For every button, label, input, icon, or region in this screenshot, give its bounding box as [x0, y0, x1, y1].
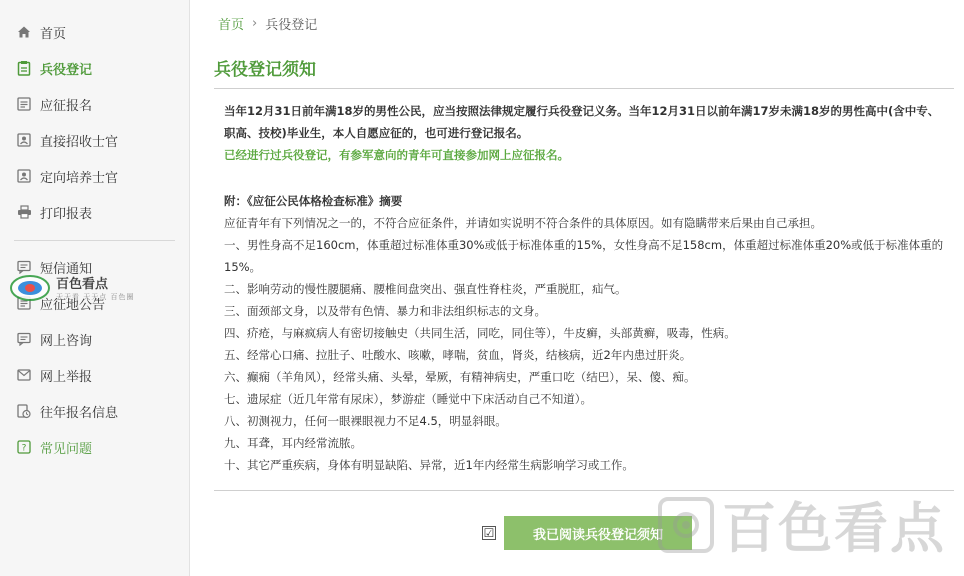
- sidebar-item-label: 网上举报: [40, 369, 93, 385]
- question-icon: [16, 439, 32, 455]
- badge-icon: [16, 168, 32, 184]
- rule-item: 九、耳聋，耳内经常流脓。: [224, 436, 362, 450]
- chat-icon: [16, 331, 32, 347]
- sidebar-item-label: 应征地公告: [40, 297, 106, 313]
- notice-content: [224, 100, 950, 476]
- list-icon: [16, 96, 32, 112]
- breadcrumb: [218, 14, 317, 33]
- sidebar-item-label: 首页: [40, 26, 67, 42]
- spacer: [224, 166, 950, 190]
- confirm-read-button[interactable]: 我已阅读兵役登记须知: [504, 516, 692, 550]
- sidebar-item-past-signup-info[interactable]: [0, 393, 189, 429]
- rule-item: 二、影响劳动的慢性腰腿痛、腰椎间盘突出、强直性脊柱炎，严重脱肛，疝气。: [224, 282, 627, 296]
- sidebar-item-faq[interactable]: [0, 429, 189, 465]
- notice-intro: 当年12月31日前年满18岁的男性公民，应当按照法律规定履行兵役登记义务。当年12月31日以前年满17岁未满18岁的男性高中(含中专、职高、技校)毕业生，本人自愿应征的，也可进行登记报名。: [224, 104, 940, 140]
- watermark-logo-right: [658, 486, 946, 563]
- sidebar-item-label: 网上咨询: [40, 333, 93, 349]
- watermark-camera-icon: [658, 497, 714, 553]
- mail-icon: [16, 367, 32, 383]
- printer-icon: [16, 204, 32, 220]
- sidebar-item-label: 打印报表: [40, 206, 93, 222]
- sidebar-item-home[interactable]: [0, 14, 189, 50]
- rule-item: 四、疥疮，与麻疯病人有密切接触史（共同生活，同吃，同住等），牛皮癣，头部黄癣，吸毒，性病。: [224, 326, 736, 340]
- sidebar-item-enlistment-signup[interactable]: [0, 86, 189, 122]
- title-divider: [214, 88, 954, 89]
- rule-item: 五、经常心口痛、拉肚子、吐酸水、咳嗽，哮喘，贫血，肾炎，结核病，近2年内患过肝炎。: [224, 348, 692, 362]
- sidebar-item-label: 往年报名信息: [40, 405, 119, 421]
- breadcrumb-separator: ›: [252, 16, 258, 31]
- appendix-intro: 应征青年有下列情况之一的，不符合应征条件，并请如实说明不符合条件的具体原因。如有隐瞒带来后果由自己承担。: [224, 216, 822, 230]
- rule-item: 十、其它严重疾病，身体有明显缺陷、异常，近1年内经常生病影响学习或工作。: [224, 458, 634, 472]
- sidebar-item-label: 常见问题: [40, 441, 93, 457]
- sidebar-divider: [14, 240, 175, 241]
- sidebar-item-label: 直接招收士官: [40, 134, 119, 150]
- rule-item: 六、癫痫（羊角风），经常头痛、头晕，晕厥，有精神病史，严重口吃（结巴），呆、傻、痴。: [224, 370, 696, 384]
- sidebar-nav: [0, 0, 189, 230]
- rule-item: 三、面颈部文身，以及带有色情、暴力和非法组织标志的文身。: [224, 304, 546, 318]
- watermark-left-text: [56, 273, 134, 302]
- sidebar-item-label: 定向培养士官: [40, 170, 119, 186]
- sidebar-item-online-consult[interactable]: [0, 321, 189, 357]
- svg-text:?: ?: [21, 443, 27, 454]
- home-icon: [16, 24, 32, 40]
- page-title: 兵役登记须知: [214, 60, 316, 80]
- watermark-logo-icon: [10, 275, 50, 301]
- sidebar-item-directed-nco-training[interactable]: [0, 158, 189, 194]
- badge-icon: [16, 132, 32, 148]
- sidebar-item-direct-nco-recruit[interactable]: [0, 122, 189, 158]
- rule-item: 七、遗尿症（近几年常有尿床），梦游症（睡觉中下床活动自己不知道）。: [224, 392, 592, 406]
- agree-checkbox[interactable]: ☑: [483, 526, 495, 540]
- rule-item: 八、初测视力，任何一眼裸眼视力不足4.5，明显斜眼。: [224, 414, 507, 428]
- watermark-left-subtitle: 天天看 天天点 百色圈: [56, 293, 135, 301]
- sidebar-item-military-registration[interactable]: [0, 50, 189, 86]
- watermark-right-text: 百色看点: [722, 497, 946, 560]
- sidebar-item-label: 兵役登记: [40, 62, 93, 78]
- sidebar-item-label: 应征报名: [40, 98, 93, 114]
- rule-item: 一、男性身高不足160cm，体重超过标准体重30%或低于标准体重的15%，女性身高不足158cm，体重超过标准体重20%或低于标准体重的15%。: [224, 238, 944, 274]
- sidebar-item-label: 短信通知: [40, 261, 93, 277]
- notice-green-note: 已经进行过兵役登记，有参军意向的青年可直接参加网上应征报名。: [224, 148, 569, 162]
- clipboard-icon: [16, 60, 32, 76]
- sidebar-item-print-report[interactable]: [0, 194, 189, 230]
- watermark-logo-left: [10, 273, 134, 302]
- breadcrumb-current: 兵役登记: [265, 18, 318, 33]
- sidebar-item-online-report[interactable]: [0, 357, 189, 393]
- watermark-left-title: 百色看点: [56, 277, 109, 292]
- appendix-title: 附：《应征公民体格检查标准》摘要: [224, 194, 403, 208]
- history-icon: [16, 403, 32, 419]
- breadcrumb-home-link[interactable]: 首页: [218, 18, 245, 33]
